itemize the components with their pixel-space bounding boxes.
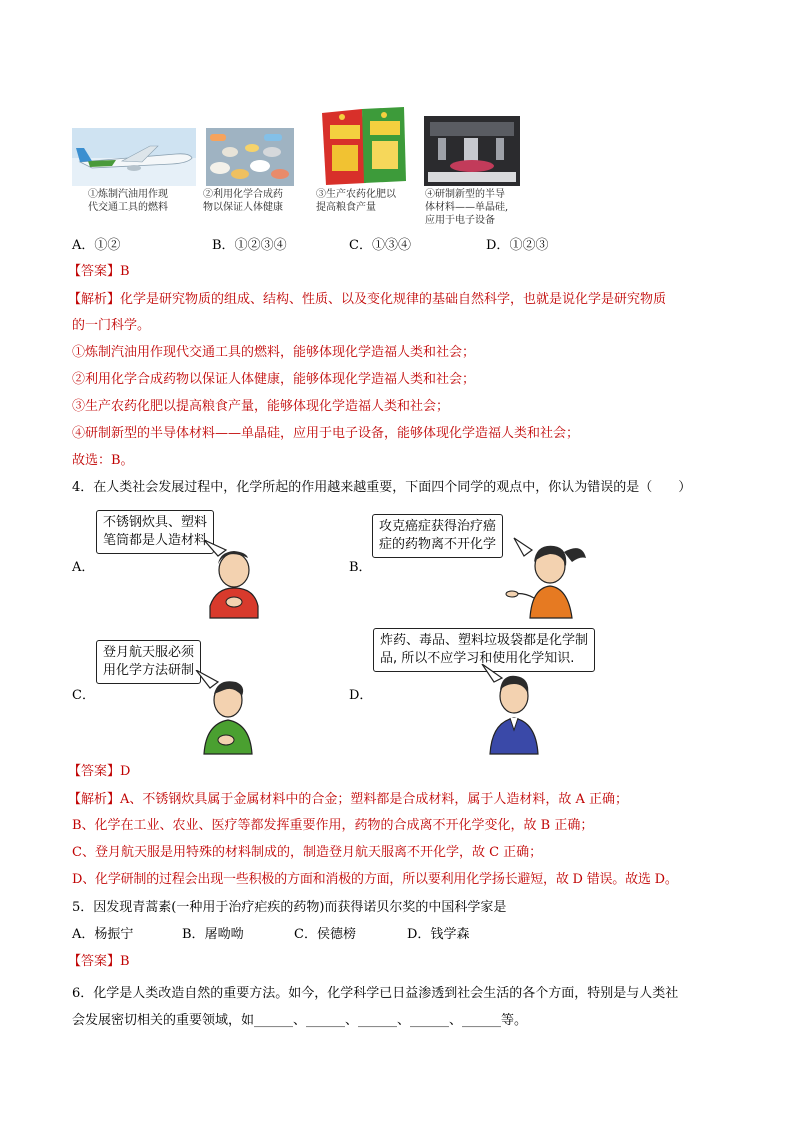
q4-stem: 4．在人类社会发展过程中，化学所起的作用越来越重要，下面四个同学的观点中，你认为错误的是（ ） — [72, 480, 692, 495]
q4-option-c-label: C． — [72, 688, 95, 703]
q6-stem-line-2: 会发展密切相关的重要领域，如______、______、______、______、______等。 — [72, 1013, 528, 1028]
q3-option-c: C．①③④ — [349, 238, 411, 253]
q5-option-c: C．侯德榜 — [294, 927, 356, 942]
q5-option-b: B．屠呦呦 — [182, 927, 244, 942]
q5-option-d: D．钱学森 — [407, 927, 470, 942]
q4-option-d-label: D． — [349, 688, 373, 703]
q3-analysis-line: ④研制新型的半导体材料——单晶硅，应用于电子设备，能够体现化学造福人类和社会； — [72, 426, 580, 441]
semiconductor-equipment-photo — [424, 116, 520, 186]
fertilizer-bags-photo — [318, 105, 410, 187]
q3-analysis-line: 【解析】化学是研究物质的组成、结构、性质、以及变化规律的基础自然科学，也就是说化学是研究物质 — [68, 292, 667, 307]
q4-answer: 【答案】D — [68, 764, 131, 779]
q3-analysis-line: 的一门科学。 — [72, 318, 151, 333]
q3-analysis-line: 故选：B。 — [72, 453, 134, 468]
speech-bubble-d: 炸药、毒品、塑料垃圾袋都是化学制 品, 所以不应学习和使用化学知识. — [373, 628, 595, 672]
q4-analysis-line: C、登月航天服是用特殊的材料制成的，制造登月航天服离不开化学，故 C 正确； — [72, 845, 543, 860]
q4-analysis-line: B、化学在工业、农业、医疗等都发挥重要作用，药物的合成离不开化学变化，故 B 正确； — [72, 818, 594, 833]
q3-option-d: D．①②③ — [486, 238, 549, 253]
pills-photo — [206, 128, 294, 186]
cartoon-boy-a — [196, 540, 266, 620]
speech-bubble-c: 登月航天服必须 用化学方法研制 — [96, 640, 201, 684]
q4-option-b-label: B． — [349, 560, 372, 575]
image-caption-3: ③生产农药化肥以 提高粮食产量 — [316, 189, 396, 213]
q5-stem: 5．因发现青蒿素(一种用于治疗疟疾的药物)而获得诺贝尔奖的中国科学家是 — [72, 900, 507, 915]
q4-option-a-label: A． — [72, 560, 95, 575]
q3-analysis-line: ①炼制汽油用作现代交通工具的燃料，能够体现化学造福人类和社会； — [72, 345, 476, 360]
q6-stem-line-1: 6．化学是人类改造自然的重要方法。如今，化学科学已日益渗透到社会生活的各个方面，特别是与人类社 — [72, 986, 679, 1001]
q3-answer: 【答案】B — [68, 264, 130, 279]
speech-bubble-b: 攻克癌症获得治疗癌 症的药物离不开化学 — [372, 514, 503, 558]
image-caption-1: ①炼制汽油用作现 代交通工具的燃料 — [88, 189, 168, 213]
q3-analysis-line: ③生产农药化肥以提高粮食产量，能够体现化学造福人类和社会； — [72, 399, 450, 414]
q4-analysis-line: D、化学研制的过程会出现一些积极的方面和消极的方面，所以要利用化学扬长避短，故 D 错误。故选 D。 — [72, 872, 678, 887]
cartoon-boy-c — [190, 670, 260, 756]
q3-analysis-line: ②利用化学合成药物以保证人体健康，能够体现化学造福人类和社会； — [72, 372, 476, 387]
q5-option-a: A．杨振宁 — [72, 927, 134, 942]
cartoon-girl-b — [502, 528, 592, 622]
q5-answer: 【答案】B — [68, 954, 130, 969]
airplane-photo — [72, 128, 196, 186]
q4-analysis-line: 【解析】A、不锈钢炊具属于金属材料中的合金；塑料都是合成材料，属于人造材料，故 A 正确； — [68, 792, 629, 807]
cartoon-man-d — [476, 664, 546, 756]
q3-option-a: A．①② — [72, 238, 121, 253]
speech-bubble-a: 不锈钢炊具、塑料 笔筒都是人造材料 — [96, 510, 214, 554]
q3-option-b: B．①②③④ — [212, 238, 287, 253]
image-caption-4: ④研制新型的半导 体材料——单晶硅, 应用于电子设备 — [425, 189, 509, 226]
image-caption-2: ②利用化学合成药 物以保证人体健康 — [203, 189, 283, 213]
